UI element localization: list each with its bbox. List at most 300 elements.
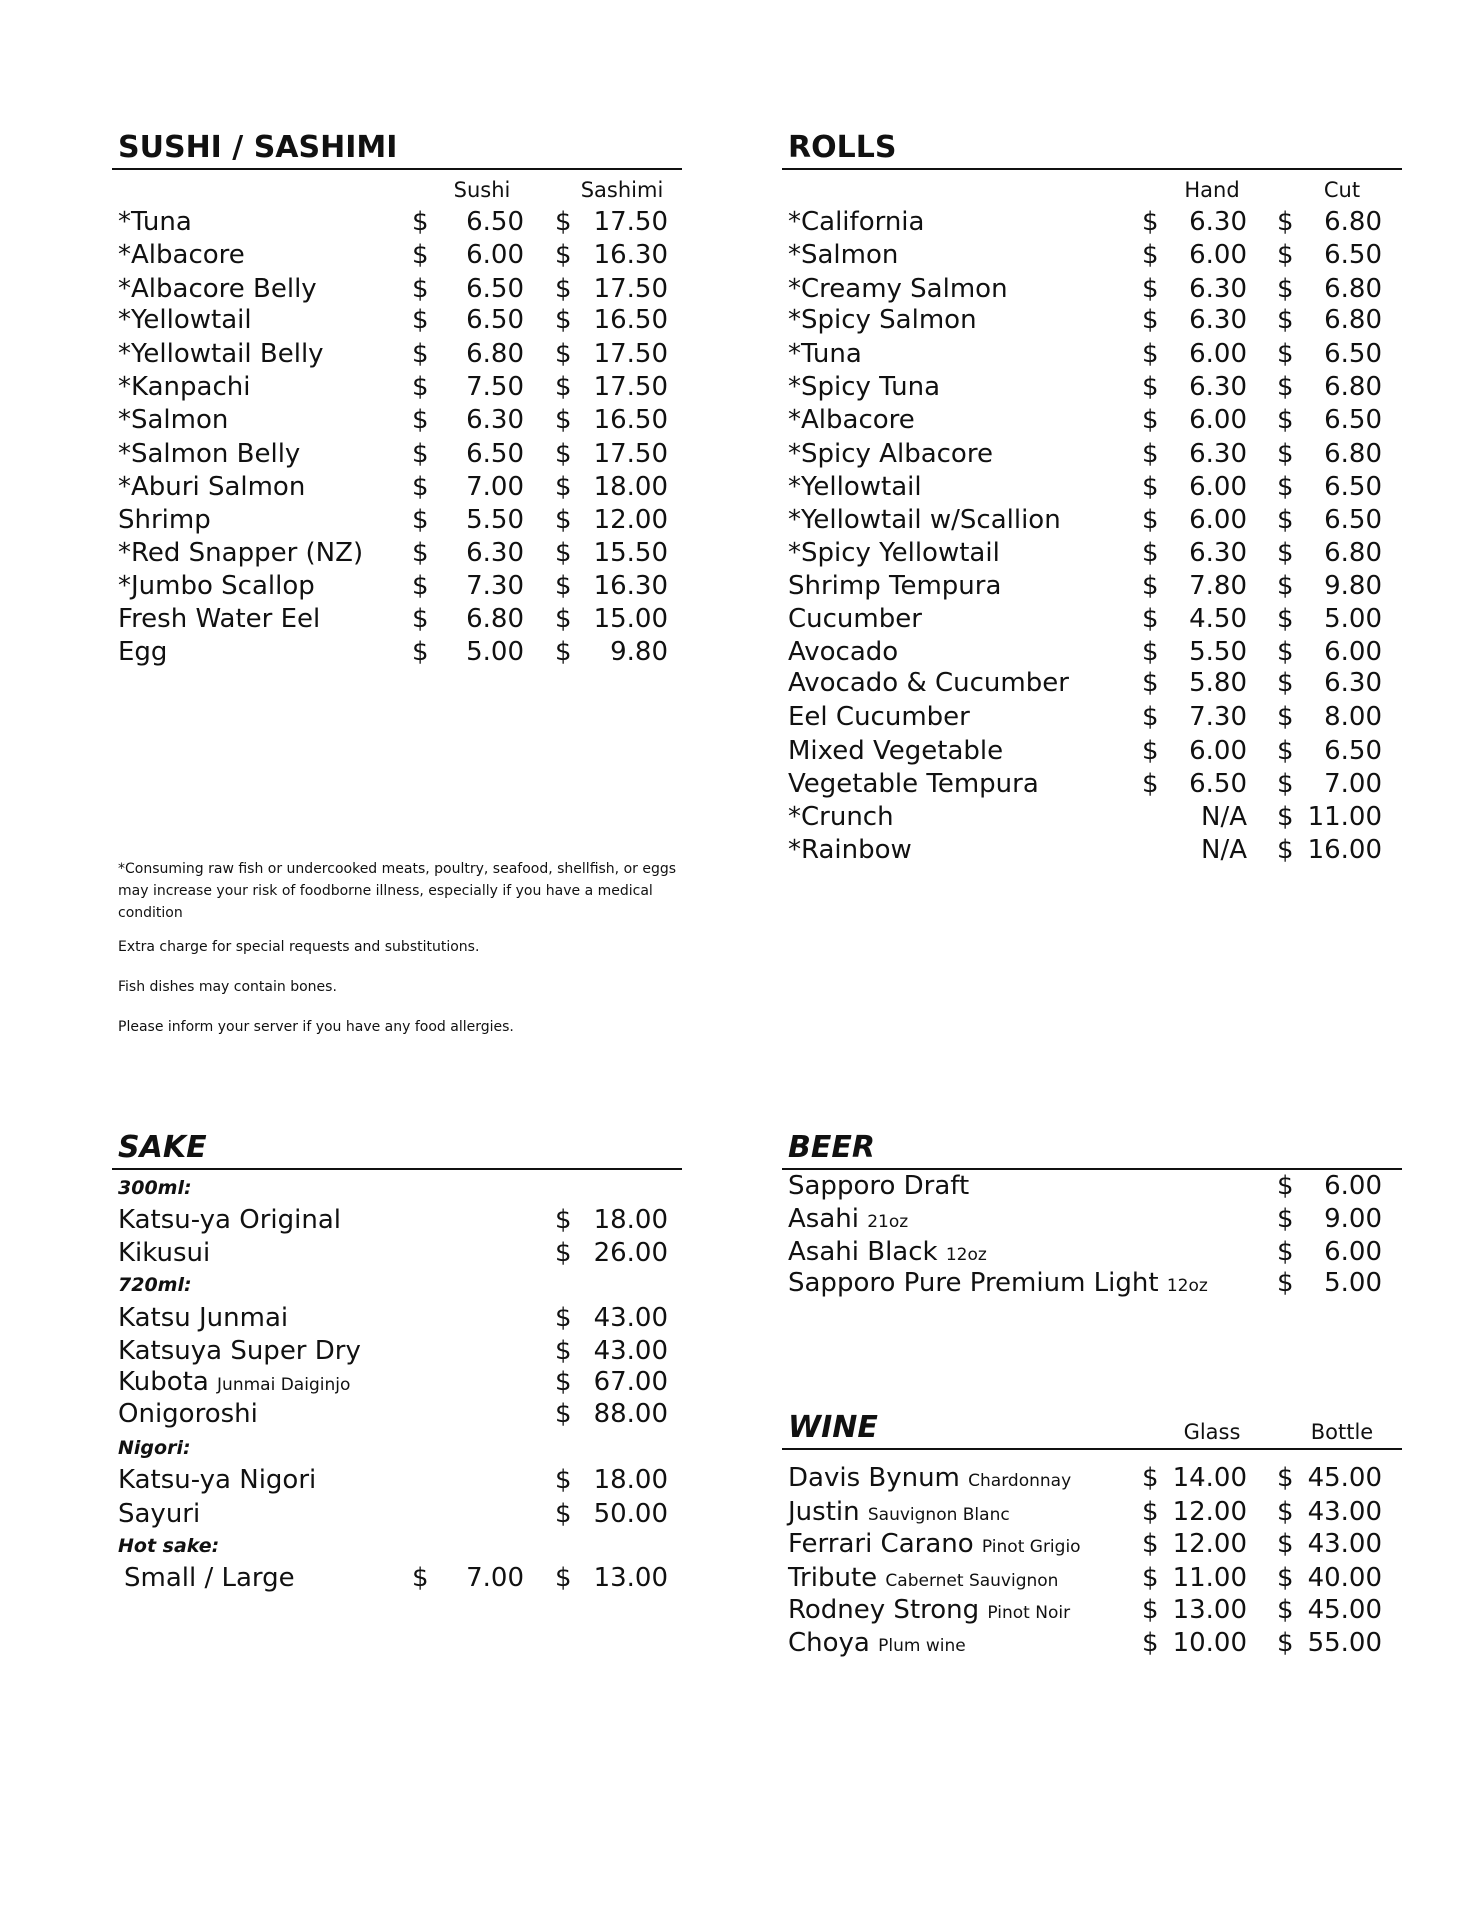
- currency-symbol: $: [412, 207, 429, 237]
- currency-symbol: $: [1142, 538, 1159, 568]
- item-name: [118, 603, 320, 635]
- cut-col-head: Cut: [1323, 178, 1361, 202]
- item-name: [788, 603, 922, 635]
- currency-symbol: $: [1142, 1595, 1159, 1625]
- item-name-text: *Yellowtail: [118, 305, 252, 335]
- wine-row: [782, 1627, 1402, 1659]
- item-name-text: Asahi Black: [788, 1237, 938, 1267]
- item-name: [788, 667, 1069, 699]
- sake-section: [112, 1130, 682, 1710]
- sushi-row: [112, 603, 682, 635]
- roll-row: [782, 667, 1402, 699]
- roll-row: [782, 636, 1402, 668]
- currency-symbol: $: [412, 571, 429, 601]
- currency-symbol: $: [1277, 1563, 1294, 1593]
- sushi-price: 6.80: [466, 339, 524, 369]
- item-name-text: *Albacore: [788, 405, 915, 435]
- bottle-price: 43.00: [1307, 1529, 1382, 1559]
- cut-price: 6.30: [1324, 668, 1382, 698]
- item-name: [118, 404, 228, 436]
- currency-symbol: $: [1277, 1171, 1294, 1201]
- currency-symbol: $: [1142, 702, 1159, 732]
- currency-symbol: $: [1277, 1204, 1294, 1234]
- currency-symbol: $: [1277, 702, 1294, 732]
- sushi-price: 6.50: [466, 207, 524, 237]
- currency-symbol: $: [555, 1367, 572, 1397]
- wine-row: [782, 1462, 1402, 1494]
- roll-row: [782, 239, 1402, 271]
- beer-price: 6.00: [1324, 1171, 1382, 1201]
- note-raw-fish: *Consuming raw fish or undercooked meats, poultry, seafood, shellfish, or eggs may increase your risk of foodborne illness, especially if you have a medical condition: [118, 861, 677, 921]
- item-subtitle: Pinot Noir: [987, 1603, 1071, 1623]
- sashimi-price: 16.50: [593, 405, 668, 435]
- sake-row: [112, 1498, 682, 1530]
- sushi-row: [112, 273, 682, 305]
- currency-symbol: $: [1277, 405, 1294, 435]
- roll-row: [782, 570, 1402, 602]
- item-name-text: Sapporo Draft: [788, 1171, 970, 1201]
- currency-symbol: $: [1142, 274, 1159, 304]
- currency-symbol: $: [1142, 736, 1159, 766]
- sake-price: 43.00: [593, 1336, 668, 1366]
- currency-symbol: $: [1142, 1563, 1159, 1593]
- item-name-text: Sapporo Pure Premium Light: [788, 1268, 1159, 1298]
- currency-symbol: $: [412, 637, 429, 667]
- sushi-row: [112, 570, 682, 602]
- currency-symbol: $: [412, 274, 429, 304]
- roll-row: [782, 206, 1402, 238]
- currency-symbol: $: [1277, 274, 1294, 304]
- currency-symbol: $: [555, 505, 572, 535]
- cut-price: 9.80: [1324, 571, 1382, 601]
- item-name-text: Avocado: [788, 637, 899, 667]
- glass-price: 11.00: [1172, 1563, 1247, 1593]
- item-name-text: *Salmon: [788, 240, 899, 270]
- item-name-text: Cucumber: [788, 604, 922, 634]
- sushi-row: [112, 338, 682, 370]
- roll-row: [782, 371, 1402, 403]
- roll-row: [782, 504, 1402, 536]
- glass-price: 13.00: [1172, 1595, 1247, 1625]
- currency-symbol: $: [555, 604, 572, 634]
- hand-price: 6.30: [1189, 372, 1247, 402]
- currency-symbol: $: [1142, 305, 1159, 335]
- sashimi-price: 17.50: [593, 439, 668, 469]
- currency-symbol: $: [412, 505, 429, 535]
- currency-symbol: $: [555, 538, 572, 568]
- currency-symbol: $: [1142, 1463, 1159, 1493]
- sushi-price: 7.50: [466, 372, 524, 402]
- sake-row: [112, 1302, 682, 1334]
- sake-price: 88.00: [593, 1399, 668, 1429]
- currency-symbol: $: [1277, 802, 1294, 832]
- item-name-text: *Kanpachi: [118, 372, 251, 402]
- currency-symbol: $: [412, 538, 429, 568]
- item-name: [118, 1302, 288, 1334]
- hand-price: 6.30: [1189, 274, 1247, 304]
- item-subtitle: 12oz: [945, 1245, 987, 1265]
- item-name-text: Vegetable Tempura: [788, 769, 1039, 799]
- sushi-price: 6.30: [466, 538, 524, 568]
- hand-price: 6.30: [1189, 207, 1247, 237]
- sake-price: 26.00: [593, 1238, 668, 1268]
- roll-row: [782, 438, 1402, 470]
- item-name-text: *Jumbo Scallop: [118, 571, 315, 601]
- currency-symbol: $: [412, 472, 429, 502]
- bottle-price: 45.00: [1307, 1463, 1382, 1493]
- item-name: [118, 438, 300, 470]
- sushi-price: 7.30: [466, 571, 524, 601]
- currency-symbol: $: [1277, 1268, 1294, 1298]
- item-name: [788, 570, 1001, 602]
- item-name-text: Shrimp: [118, 505, 211, 535]
- cut-price: 6.80: [1324, 439, 1382, 469]
- item-name: [118, 1237, 210, 1269]
- sushi-price: 6.50: [466, 305, 524, 335]
- item-name-text: Rodney Strong: [788, 1595, 980, 1625]
- hand-price: 6.30: [1189, 305, 1247, 335]
- item-name-text: Kikusui: [118, 1238, 211, 1268]
- item-name: [788, 338, 862, 370]
- hand-price: 6.00: [1189, 736, 1247, 766]
- item-name: [788, 1562, 1058, 1597]
- cut-price: 11.00: [1307, 802, 1382, 832]
- item-name-text: *Yellowtail w/Scallion: [788, 505, 1061, 535]
- sake-title: SAKE: [118, 1130, 207, 1165]
- item-subtitle: 12oz: [1166, 1276, 1208, 1296]
- sake-price: 18.00: [593, 1465, 668, 1495]
- item-name: [788, 834, 912, 866]
- glass-price: 14.00: [1172, 1463, 1247, 1493]
- bottle-price: 40.00: [1307, 1563, 1382, 1593]
- currency-symbol: $: [555, 1465, 572, 1495]
- item-subtitle: Plum wine: [878, 1636, 966, 1656]
- currency-symbol: $: [1142, 1529, 1159, 1559]
- currency-symbol: $: [1277, 472, 1294, 502]
- sushi-row: [112, 404, 682, 436]
- currency-symbol: $: [555, 1205, 572, 1235]
- hand-price: N/A: [1201, 835, 1247, 865]
- currency-symbol: $: [555, 207, 572, 237]
- sushi-row: [112, 206, 682, 238]
- sake-row: [112, 1237, 682, 1269]
- currency-symbol: $: [1277, 207, 1294, 237]
- item-name: [118, 304, 252, 336]
- item-name: [788, 1594, 1070, 1629]
- hand-price: 6.00: [1189, 472, 1247, 502]
- item-name: [118, 371, 250, 403]
- currency-symbol: $: [1277, 240, 1294, 270]
- item-name: [788, 735, 1003, 767]
- glass-price: 12.00: [1172, 1529, 1247, 1559]
- sashimi-price: 15.00: [593, 604, 668, 634]
- rolls-rule: [782, 168, 1402, 170]
- sake-price: 50.00: [593, 1499, 668, 1529]
- sake-price: 67.00: [593, 1367, 668, 1397]
- cut-price: 6.80: [1324, 274, 1382, 304]
- item-name: [118, 537, 363, 569]
- item-subtitle: Pinot Grigio: [981, 1537, 1081, 1557]
- glass-col-head: Glass: [1183, 1420, 1241, 1444]
- beer-title: BEER: [788, 1130, 875, 1165]
- sushi-row: [112, 504, 682, 536]
- currency-symbol: $: [555, 1499, 572, 1529]
- sashimi-price: 12.00: [593, 505, 668, 535]
- item-name: [788, 1462, 1071, 1497]
- sashimi-price: 18.00: [593, 472, 668, 502]
- hand-price: 7.80: [1189, 571, 1247, 601]
- currency-symbol: $: [412, 439, 429, 469]
- currency-symbol: $: [1142, 505, 1159, 535]
- sake-rule: [112, 1168, 682, 1170]
- cut-price: 6.50: [1324, 339, 1382, 369]
- currency-symbol: $: [1277, 835, 1294, 865]
- sashimi-price: 17.50: [593, 372, 668, 402]
- currency-symbol: $: [412, 604, 429, 634]
- sushi-section: [112, 130, 682, 1035]
- sake-price: 43.00: [593, 1303, 668, 1333]
- item-name: [118, 206, 192, 238]
- currency-symbol: $: [555, 1399, 572, 1429]
- item-name: [788, 1236, 987, 1271]
- currency-symbol: $: [555, 1563, 572, 1593]
- item-name-text: *Spicy Tuna: [788, 372, 941, 402]
- item-name: [788, 1627, 966, 1662]
- beer-section: [782, 1130, 1402, 1330]
- sashimi-price: 16.30: [593, 240, 668, 270]
- currency-symbol: $: [412, 305, 429, 335]
- hand-price: 6.00: [1189, 505, 1247, 535]
- roll-row: [782, 768, 1402, 800]
- rolls-title: ROLLS: [788, 130, 897, 165]
- sushi-price: 5.00: [466, 637, 524, 667]
- item-name: [788, 273, 1008, 305]
- roll-row: [782, 273, 1402, 305]
- sashimi-price: 16.30: [593, 571, 668, 601]
- cut-price: 6.50: [1324, 736, 1382, 766]
- roll-row: [782, 338, 1402, 370]
- currency-symbol: $: [1142, 339, 1159, 369]
- item-name: [788, 239, 898, 271]
- currency-symbol: $: [1142, 439, 1159, 469]
- beer-row: [782, 1267, 1402, 1299]
- currency-symbol: $: [1277, 1497, 1294, 1527]
- item-name-text: *Albacore Belly: [118, 274, 317, 304]
- currency-symbol: $: [1277, 505, 1294, 535]
- item-name: [788, 701, 970, 733]
- roll-row: [782, 801, 1402, 833]
- hand-price: 5.80: [1189, 668, 1247, 698]
- item-name-text: *Tuna: [118, 207, 192, 237]
- beer-row: [782, 1170, 1402, 1202]
- item-name-text: *Salmon Belly: [118, 439, 301, 469]
- currency-symbol: $: [1142, 1628, 1159, 1658]
- item-name-text: Egg: [118, 637, 168, 667]
- currency-symbol: $: [1142, 405, 1159, 435]
- currency-symbol: $: [555, 1336, 572, 1366]
- sushi-price: 6.00: [466, 240, 524, 270]
- item-name: [788, 1267, 1208, 1302]
- sake-row: [112, 1204, 682, 1236]
- sushi-title: SUSHI / SASHIMI: [118, 130, 398, 165]
- cut-price: 6.00: [1324, 637, 1382, 667]
- currency-symbol: $: [1277, 604, 1294, 634]
- sashimi-col-head: Sashimi: [580, 178, 664, 202]
- cut-price: 6.80: [1324, 538, 1382, 568]
- item-name-text: Eel Cucumber: [788, 702, 970, 732]
- item-name: [788, 206, 924, 238]
- cut-price: 16.00: [1307, 835, 1382, 865]
- item-name-text: *Spicy Yellowtail: [788, 538, 1000, 568]
- currency-symbol: $: [1277, 571, 1294, 601]
- sushi-row: [112, 239, 682, 271]
- item-subtitle: Chardonnay: [968, 1471, 1072, 1491]
- item-name: [788, 537, 1000, 569]
- currency-symbol: $: [412, 339, 429, 369]
- item-name: [788, 438, 993, 470]
- item-name-text: *Tuna: [788, 339, 862, 369]
- currency-symbol: $: [555, 439, 572, 469]
- sake-price: 18.00: [593, 1205, 668, 1235]
- roll-row: [782, 304, 1402, 336]
- item-name: [788, 1203, 908, 1238]
- sushi-col-head: Sushi: [453, 178, 511, 202]
- currency-symbol: $: [1277, 1463, 1294, 1493]
- currency-symbol: $: [1277, 439, 1294, 469]
- cut-price: 6.80: [1324, 372, 1382, 402]
- rolls-section: [782, 130, 1402, 1030]
- item-name: [118, 1498, 200, 1530]
- note-allergies: Please inform your server if you have any food allergies.: [118, 1019, 514, 1035]
- item-name: [118, 1464, 316, 1496]
- sashimi-price: 15.50: [593, 538, 668, 568]
- sushi-price: 6.30: [466, 405, 524, 435]
- item-name-text: Ferrari Carano: [788, 1529, 974, 1559]
- item-name: [118, 273, 317, 305]
- cut-price: 6.80: [1324, 305, 1382, 335]
- glass-price: 10.00: [1172, 1628, 1247, 1658]
- item-subtitle: Sauvignon Blanc: [867, 1505, 1010, 1525]
- currency-symbol: $: [412, 405, 429, 435]
- note-bones: Fish dishes may contain bones.: [118, 979, 337, 995]
- beer-price: 6.00: [1324, 1237, 1382, 1267]
- item-name: [788, 801, 894, 833]
- item-name-text: Katsu-ya Original: [118, 1205, 341, 1235]
- sashimi-price: 17.50: [593, 339, 668, 369]
- currency-symbol: $: [555, 472, 572, 502]
- item-name: [788, 1528, 1081, 1563]
- hand-price: 6.00: [1189, 405, 1247, 435]
- currency-symbol: $: [1277, 668, 1294, 698]
- currency-symbol: $: [1277, 637, 1294, 667]
- wine-row: [782, 1528, 1402, 1560]
- currency-symbol: $: [555, 274, 572, 304]
- item-name-text: Katsu Junmai: [118, 1303, 289, 1333]
- item-name-text: Kubota: [118, 1367, 209, 1397]
- sushi-row: [112, 471, 682, 503]
- item-name-text: *Aburi Salmon: [118, 472, 306, 502]
- currency-symbol: $: [1142, 769, 1159, 799]
- item-name: [118, 1335, 361, 1367]
- item-name-text: Fresh Water Eel: [118, 604, 321, 634]
- currency-symbol: $: [1277, 1595, 1294, 1625]
- item-name: [118, 471, 305, 503]
- item-name-text: Asahi: [788, 1204, 859, 1234]
- item-name-text: *California: [788, 207, 925, 237]
- cut-price: 6.50: [1324, 405, 1382, 435]
- item-name-text: Onigoroshi: [118, 1399, 258, 1429]
- currency-symbol: $: [555, 571, 572, 601]
- item-name-text: Mixed Vegetable: [788, 736, 1004, 766]
- glass-price: 12.00: [1172, 1497, 1247, 1527]
- hand-price: 7.30: [1189, 702, 1247, 732]
- item-name-text: *Creamy Salmon: [788, 274, 1008, 304]
- sake-row: [112, 1366, 682, 1398]
- sushi-row: [112, 537, 682, 569]
- wine-row: [782, 1496, 1402, 1528]
- sake-row: [112, 1335, 682, 1367]
- roll-row: [782, 603, 1402, 635]
- wine-title: WINE: [788, 1410, 878, 1445]
- roll-row: [782, 471, 1402, 503]
- item-name-text: Tribute: [788, 1563, 878, 1593]
- sushi-rule: [112, 168, 682, 170]
- bottle-col-head: Bottle: [1310, 1420, 1374, 1444]
- sushi-row: [112, 438, 682, 470]
- item-name: [788, 471, 922, 503]
- note-extra-charge: Extra charge for special requests and substitutions.: [118, 939, 480, 955]
- sashimi-price: 17.50: [593, 274, 668, 304]
- currency-symbol: $: [1142, 668, 1159, 698]
- cut-price: 6.80: [1324, 207, 1382, 237]
- item-name-text: *Spicy Albacore: [788, 439, 993, 469]
- sushi-row: [112, 371, 682, 403]
- sake-size-label: Nigori:: [118, 1437, 191, 1459]
- item-name-text: Davis Bynum: [788, 1463, 960, 1493]
- sake-row: [112, 1398, 682, 1430]
- currency-symbol: $: [1142, 1497, 1159, 1527]
- item-name: [788, 636, 898, 668]
- currency-symbol: $: [555, 305, 572, 335]
- sashimi-price: 17.50: [593, 207, 668, 237]
- item-name-text: *Rainbow: [788, 835, 912, 865]
- item-name-text: Shrimp Tempura: [788, 571, 1002, 601]
- item-name: [118, 504, 211, 536]
- currency-symbol: $: [412, 372, 429, 402]
- item-name-text: Katsu-ya Nigori: [118, 1465, 317, 1495]
- hand-price: 6.50: [1189, 769, 1247, 799]
- item-name-text: Sayuri: [118, 1499, 201, 1529]
- item-name: Small / Large: [124, 1563, 295, 1593]
- roll-row: [782, 537, 1402, 569]
- currency-symbol: $: [1277, 769, 1294, 799]
- item-subtitle: Cabernet Sauvignon: [885, 1571, 1059, 1591]
- currency-symbol: $: [1142, 604, 1159, 634]
- currency-symbol: $: [1142, 240, 1159, 270]
- currency-symbol: $: [412, 240, 429, 270]
- wine-section: [782, 1410, 1402, 1710]
- cut-price: 5.00: [1324, 604, 1382, 634]
- currency-symbol: $: [555, 405, 572, 435]
- item-name-text: *Albacore: [118, 240, 245, 270]
- hand-price: N/A: [1201, 802, 1247, 832]
- wine-row: [782, 1562, 1402, 1594]
- currency-symbol: $: [555, 339, 572, 369]
- currency-symbol: $: [1277, 372, 1294, 402]
- cut-price: 6.50: [1324, 505, 1382, 535]
- item-name-text: Justin: [788, 1497, 860, 1527]
- item-name: [788, 304, 977, 336]
